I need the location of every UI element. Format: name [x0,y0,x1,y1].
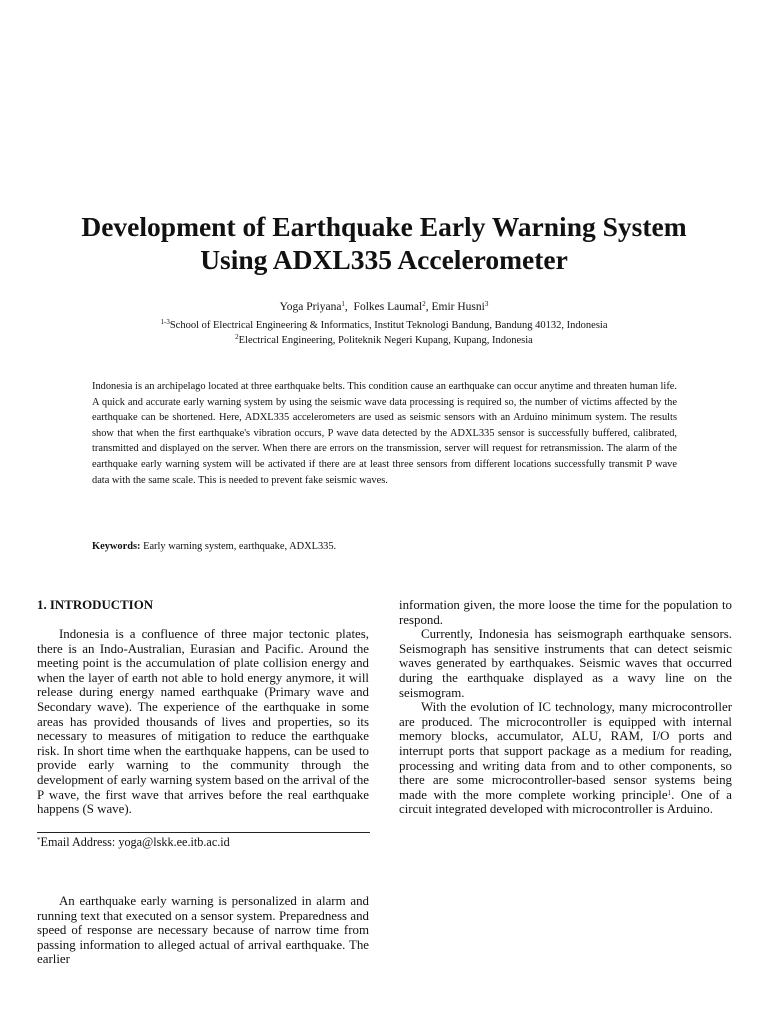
intro-paragraph-4 [399,700,732,817]
author-name: Yoga Priyana [279,301,342,313]
author-sup: 1 [341,300,345,308]
footnote-mark: * [37,836,41,844]
affiliation-sup: 2 [235,333,239,341]
author-sup: 2 [422,300,426,308]
intro-paragraph-2: An earthquake early warning is personalized in alarm and running text that executed on a sensor system. Preparedness and speed of response are necessary because of narrow time from passing information to alleged actual of arrival earthquake. The earlier [37,894,369,967]
affiliation-text: School of Electrical Engineering & Informatics, Institut Teknologi Bandung, Bandung 40132, Indonesia [169,320,608,331]
author-list: Yoga Priyana$^1$, Folkes Laumal$^2$, Emir Husni$^3$ [279,300,489,313]
right-column [399,598,732,817]
footnote-rule [37,832,370,833]
affiliation-sup: 1-3 [160,318,170,326]
keywords [92,540,677,554]
author-sup: 3 [484,300,489,308]
left-column-bottom [37,894,369,967]
affiliation-text: Electrical Engineering, Politeknik Negeri Kupang, Kupang, Indonesia [238,335,533,346]
intro-paragraph-3: Currently, Indonesia has seismograph earthquake sensors. Seismograph has sensitive instruments that can detect seismic waves generated by earthquakes. Seismic waves that occurred during the earthquake displayed as a wavy line on the seismogram. [399,627,732,700]
author-name: Emir Husni [431,301,485,313]
footnote-email: Email Address: yoga@lskk.ee.itb.ac.id [40,835,230,849]
title-line-2: Using ADXL335 Accelerometer [200,244,568,275]
reference-mark: 1 [667,788,672,797]
affiliation [0,334,768,348]
paper-title [20,210,748,276]
title-line-1: Development of Earthquake Early Warning System [81,211,687,242]
affiliation [0,319,768,333]
left-column-top [37,627,369,817]
intro-paragraph-continued: information given, the more loose the time for the population to respond. [399,598,732,627]
paragraph-text: With the evolution of IC technology, many microcontroller are produced. The microcontroller is equipped with internal memory blocks, accumulator, ALU, RAM, I/O ports and interrupt ports that support package as a medium for reading, processing and writing data from and to other components, so there are some microcontroller-based sensor systems being made with the more complete working principle [399,700,732,802]
author-name: Folkes Laumal [353,301,423,313]
keywords-label: Keywords: [92,541,141,552]
section-heading: 1. INTRODUCTION [37,598,154,612]
paragraph-text-end: . One of a circuit integrated developed with microcontroller is Arduino. [399,787,732,817]
intro-paragraph-1: Indonesia is a confluence of three major tectonic plates, there is an Indo-Australian, Eurasian and Pacific. Around the meeting point is the accumulation of plate collision energy and when the layer of earth not able to hold energy anymore, it will release during energy named earthquake (Primary wave and Secondary wave). The experience of the earthquake in some areas has provided thousands of lives and properties, so its necessary to measures of mitigation to reduce the earthquake risk. In short time when the earthquake happens, can be used to provide early warning to the community through the development of early warning system based on the arrival of the P wave, the first wave that arrives before the real earthquake happens (S wave). [37,627,369,817]
footnote [37,835,230,850]
keywords-text: Early warning system, earthquake, ADXL335. [143,541,337,552]
abstract: Indonesia is an archipelago located at three earthquake belts. This condition cause an earthquake can occur anytime and threaten human life. A quick and accurate early warning system by using the seismic wave data processing is required so, the number of victims affected by the earthquake can be shortened. Here, ADXL335 accelerometers are used as seismic sensors with an Arduino minimum system. The results show that when the first earthquake's vibration occurs, P wave data detected by the ADXL335 sensor is successfully buffered, calibrated, transmitted and displayed on the server. When there are errors on the transmission, server will request for retransmission. The alarm of the earthquake early warning system will be activated if there are at least three sensors from different locations successfully transmit P wave data with the same scale. This is needed to prevent fake seismic waves. [92,381,677,486]
